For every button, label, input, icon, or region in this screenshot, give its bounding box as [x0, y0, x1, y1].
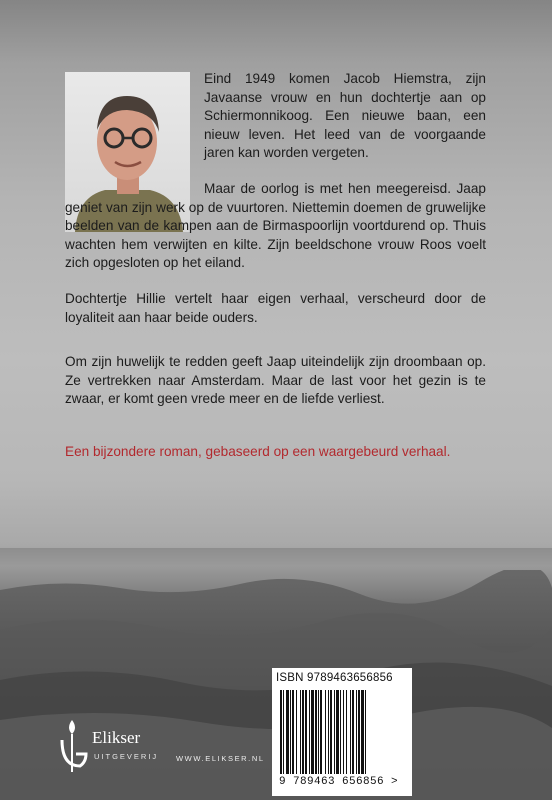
barcode-digits: 9 789463 656856 >: [279, 776, 399, 788]
barcode: [276, 688, 406, 776]
paragraph-1b: Maar de oorlog is met hen meegereisd. Jaap geniet van zijn werk op de vuurtoren. Niettemin doemen de gruwelijke beelden van de kampen aan de Birmaspoorlijn voortdurend op. Thuis wachten hem verwijten en kilte. Zijn beeldschone vrouw Roos voelt zich opgesloten op het eiland.: [65, 181, 486, 270]
tagline: Een bijzondere roman, gebaseerd op een waargebeurd verhaal.: [65, 444, 451, 459]
paragraph-1: Eind 1949 komen Jacob Hiemstra, zijn Javaanse vrouw en hun dochtertje aan op Schiermonnikoog. Een nieuwe baan, een nieuw leven. Het leed van de voorgaande jaren kan worden vergeten.: [204, 71, 486, 160]
publisher-subtitle: UITGEVERIJ: [94, 752, 159, 761]
paragraph-2: Dochtertje Hillie vertelt haar eigen verhaal, verscheurd door de loyaliteit aan haar beide ouders.: [65, 291, 486, 325]
publisher-name: Elikser: [92, 728, 141, 747]
paragraph-3: Om zijn huwelijk te redden geeft Jaap uiteindelijk zijn droombaan op. Ze vertrekken naar Amsterdam. Maar de last voor het gezin is te zwaar, er komt geen vrede meer en de liefde verliest.: [65, 354, 486, 406]
publisher-website: WWW.ELIKSER.NL: [176, 754, 265, 763]
elikser-emblem-icon: [52, 716, 92, 776]
isbn-label: ISBN 9789463656856: [276, 672, 393, 684]
